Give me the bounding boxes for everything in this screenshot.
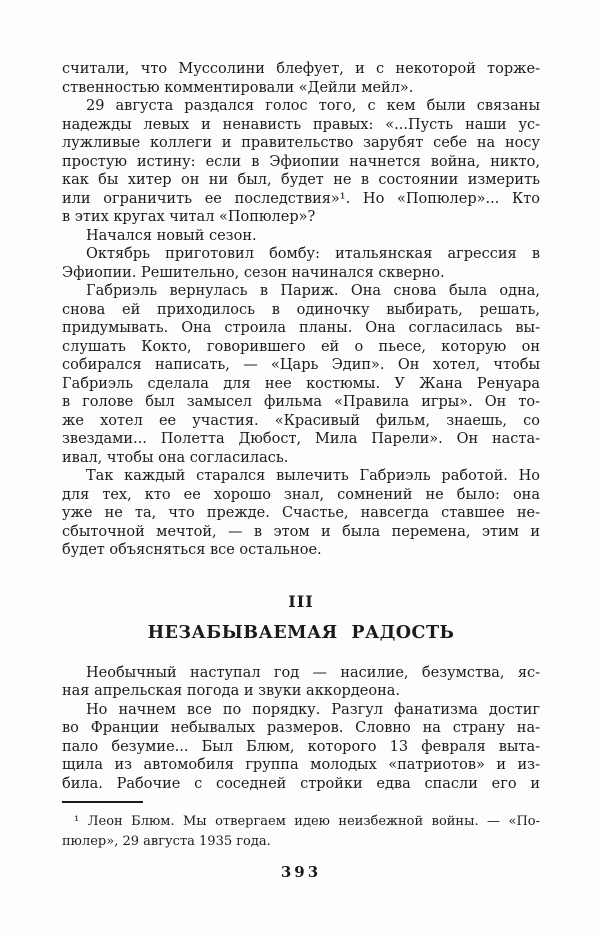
text-line: Габриэль сделала для нее костюмы. У Жана Ренуара — [62, 375, 540, 392]
page-number: 393 — [280, 863, 322, 881]
text-line: как бы хитер он ни был, будет не в состоянии измерить — [62, 172, 540, 188]
paragraph — [62, 97, 540, 227]
paragraph — [62, 467, 540, 560]
text-line: лужливые коллеги и правительство зарубят себе на носу — [62, 135, 540, 151]
text-line: в этих кругах читал «Попюлер»? — [62, 209, 316, 225]
text-line: пало безумие... Был Блюм, которого 13 февраля выта- — [62, 738, 540, 755]
text-line: Так каждый старался вылечить Габриэль работой. Но — [86, 468, 540, 484]
text-line: во Франции небывалых размеров. Словно на страну на- — [62, 720, 540, 736]
paragraph — [62, 282, 540, 467]
chapter-number: III — [288, 591, 314, 611]
text-line: щила из автомобиля группа молодых «патриотов» и из- — [62, 757, 540, 773]
paragraph — [62, 60, 540, 97]
text-line: Начался новый сезон. — [86, 227, 257, 244]
text-line: ивал, чтобы она согласилась. — [62, 449, 289, 466]
text-line: же хотел ее участия. «Красивый фильм, знаешь, со — [62, 412, 540, 429]
text-line: слушать Кокто, говорившего ей о пьесе, которую он — [62, 338, 540, 355]
text-line: надежды левых и ненависть правых: «...Пусть наши ус- — [62, 116, 540, 133]
paragraph — [62, 812, 540, 851]
chapter-title: НЕЗАБЫВАЕМАЯ РАДОСТЬ — [147, 622, 455, 643]
footnote — [62, 812, 540, 851]
text-line: Октябрь приготовил бомбу: итальянская агрессия в — [86, 246, 540, 262]
text-line: била. Рабочие с соседней стройки едва спасли его и — [62, 775, 540, 792]
text-line: Необычный наступал год — насилие, безумства, яс- — [86, 664, 540, 681]
paragraph — [62, 664, 540, 701]
text-line: снова ей приходилось в одиночку выбирать, решать, — [62, 301, 540, 318]
text-line: считали, что Муссолини блефует, и с некоторой торже- — [62, 61, 540, 77]
text-line: простую истину: если в Эфиопии начнется война, никто, — [62, 153, 540, 170]
text-line: ная апрельская погода и звуки аккордеона. — [62, 683, 400, 699]
text-line: ¹ Леон Блюм. Мы отвергаем идею неизбежной войны. — «По- — [74, 814, 540, 829]
paragraph — [62, 245, 540, 282]
paragraph — [62, 227, 540, 246]
text-line: собирался написать, — «Царь Эдип». Он хотел, чтобы — [62, 357, 540, 373]
text-line: Эфиопии. Решительно, сезон начинался скверно. — [62, 264, 445, 281]
text-line: звездами... Полетта Дюбост, Мила Парели». Он наста- — [62, 431, 540, 447]
text-line: Габриэль вернулась в Париж. Она снова была одна, — [86, 283, 540, 299]
text-line: в голове был замысел фильма «Правила игры». Он то- — [62, 394, 540, 410]
text-line: сбыточной мечтой, — в этом и была перемена, этим и — [62, 523, 540, 540]
text-line: 29 августа раздался голос того, с кем были связаны — [86, 98, 540, 114]
text-line: или ограничить ее последствия»¹. Но «Попюлер»... Кто — [62, 190, 540, 207]
text-line: для тех, кто ее хорошо знал, сомнений не было: она — [62, 486, 540, 503]
footnote-rule — [62, 801, 143, 803]
text-line: Но начнем все по порядку. Разгул фанатизма достиг — [86, 701, 540, 718]
text-line: придумывать. Она строила планы. Она согласилась вы- — [62, 320, 540, 336]
text-block — [62, 60, 540, 882]
text-line: пюлер», 29 августа 1935 года. — [62, 833, 271, 849]
text-line: уже не та, что прежде. Счастье, навсегда ставшее не- — [62, 505, 540, 521]
paragraph — [62, 701, 540, 794]
text-line: будет объясняться все остальное. — [62, 542, 322, 558]
text-line: ственностью комментировали «Дейли мейл». — [62, 79, 414, 96]
